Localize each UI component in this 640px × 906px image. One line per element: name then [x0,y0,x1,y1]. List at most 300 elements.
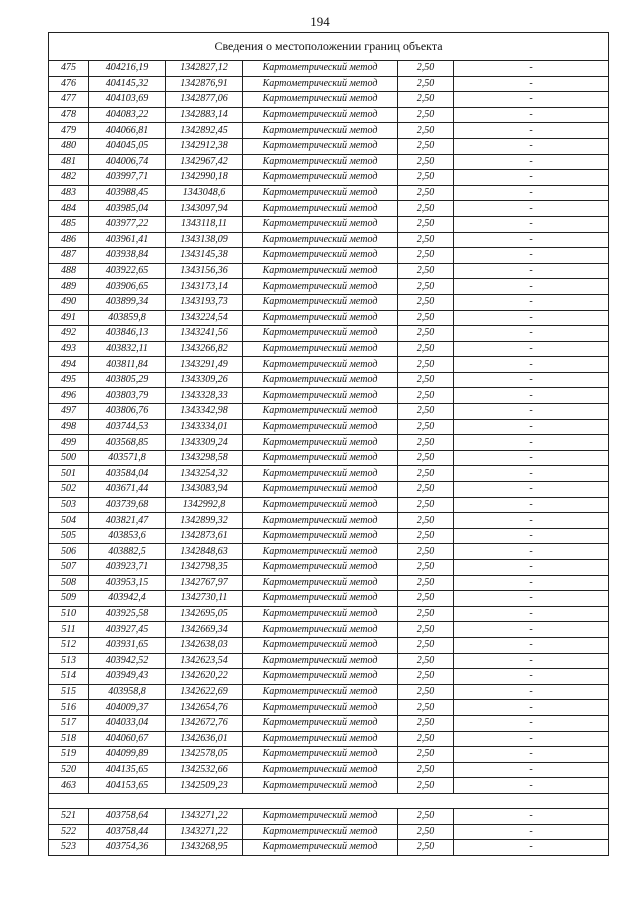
method-cell: Картометрический метод [243,435,398,451]
x-coordinate-cell: 403922,65 [89,263,166,279]
x-coordinate-cell: 403859,8 [89,310,166,326]
table-row [49,544,609,560]
description-cell: - [454,762,609,778]
table-row [49,700,609,716]
accuracy-cell: 2,50 [398,310,454,326]
description-cell: - [454,700,609,716]
table-row [49,731,609,747]
y-coordinate-cell: 1343309,24 [166,435,243,451]
x-coordinate-cell: 404066,81 [89,123,166,139]
point-number-cell: 505 [49,528,89,544]
description-cell: - [454,248,609,264]
description-cell: - [454,450,609,466]
point-number-cell: 516 [49,700,89,716]
x-coordinate-cell: 403744,53 [89,419,166,435]
method-cell: Картометрический метод [243,575,398,591]
table-title-row [49,33,609,61]
y-coordinate-cell: 1343334,01 [166,419,243,435]
y-coordinate-cell: 1342877,06 [166,92,243,108]
point-number-cell: 501 [49,466,89,482]
description-cell: - [454,591,609,607]
table-row [49,326,609,342]
x-coordinate-cell: 403985,04 [89,201,166,217]
y-coordinate-cell: 1342695,05 [166,606,243,622]
method-cell: Картометрический метод [243,154,398,170]
y-coordinate-cell: 1343138,09 [166,232,243,248]
accuracy-cell: 2,50 [398,61,454,77]
y-coordinate-cell: 1343328,33 [166,388,243,404]
x-coordinate-cell: 403853,6 [89,528,166,544]
table-row [49,154,609,170]
table-row [49,107,609,123]
boundary-coordinates-table [48,32,609,856]
y-coordinate-cell: 1343271,22 [166,808,243,824]
y-coordinate-cell: 1343083,94 [166,482,243,498]
method-cell: Картометрический метод [243,123,398,139]
x-coordinate-cell: 403806,76 [89,404,166,420]
description-cell: - [454,154,609,170]
method-cell: Картометрический метод [243,778,398,794]
description-cell: - [454,294,609,310]
table-row [49,684,609,700]
accuracy-cell: 2,50 [398,326,454,342]
point-number-cell: 515 [49,684,89,700]
x-coordinate-cell: 403942,52 [89,653,166,669]
table-row [49,669,609,685]
table-row [49,404,609,420]
y-coordinate-cell: 1342578,05 [166,747,243,763]
point-number-cell: 503 [49,497,89,513]
description-cell: - [454,404,609,420]
x-coordinate-cell: 404135,65 [89,762,166,778]
point-number-cell: 495 [49,372,89,388]
x-coordinate-cell: 403754,36 [89,840,166,856]
y-coordinate-cell: 1343309,26 [166,372,243,388]
method-cell: Картометрический метод [243,466,398,482]
y-coordinate-cell: 1342892,45 [166,123,243,139]
method-cell: Картометрический метод [243,637,398,653]
accuracy-cell: 2,50 [398,637,454,653]
gap-cell [49,793,609,808]
y-coordinate-cell: 1342669,34 [166,622,243,638]
accuracy-cell: 2,50 [398,497,454,513]
description-cell: - [454,123,609,139]
y-coordinate-cell: 1342848,63 [166,544,243,560]
y-coordinate-cell: 1343048,6 [166,185,243,201]
method-cell: Картометрический метод [243,341,398,357]
point-number-cell: 476 [49,76,89,92]
point-number-cell: 480 [49,138,89,154]
table-row [49,279,609,295]
method-cell: Картометрический метод [243,404,398,420]
y-coordinate-cell: 1342827,12 [166,61,243,77]
accuracy-cell: 2,50 [398,435,454,451]
table-row [49,248,609,264]
table-row [49,778,609,794]
description-cell: - [454,606,609,622]
table-row [49,808,609,824]
table-row [49,341,609,357]
method-cell: Картометрический метод [243,669,398,685]
table-row [49,653,609,669]
description-cell: - [454,185,609,201]
description-cell: - [454,341,609,357]
accuracy-cell: 2,50 [398,216,454,232]
table-row [49,216,609,232]
table-row [49,61,609,77]
accuracy-cell: 2,50 [398,123,454,139]
accuracy-cell: 2,50 [398,700,454,716]
description-cell: - [454,107,609,123]
x-coordinate-cell: 403927,45 [89,622,166,638]
method-cell: Картометрический метод [243,138,398,154]
x-coordinate-cell: 404103,69 [89,92,166,108]
accuracy-cell: 2,50 [398,201,454,217]
point-number-cell: 485 [49,216,89,232]
method-cell: Картометрический метод [243,622,398,638]
description-cell: - [454,731,609,747]
table-row [49,762,609,778]
y-coordinate-cell: 1342767,97 [166,575,243,591]
y-coordinate-cell: 1343254,32 [166,466,243,482]
table-row [49,372,609,388]
description-cell: - [454,419,609,435]
description-cell: - [454,326,609,342]
description-cell: - [454,76,609,92]
description-cell: - [454,684,609,700]
point-number-cell: 514 [49,669,89,685]
description-cell: - [454,778,609,794]
accuracy-cell: 2,50 [398,357,454,373]
method-cell: Картометрический метод [243,326,398,342]
y-coordinate-cell: 1343291,49 [166,357,243,373]
accuracy-cell: 2,50 [398,560,454,576]
y-coordinate-cell: 1342883,14 [166,107,243,123]
y-coordinate-cell: 1343193,73 [166,294,243,310]
method-cell: Картометрический метод [243,61,398,77]
y-coordinate-cell: 1342899,32 [166,513,243,529]
point-number-cell: 522 [49,824,89,840]
y-coordinate-cell: 1343266,82 [166,341,243,357]
point-number-cell: 488 [49,263,89,279]
x-coordinate-cell: 403988,45 [89,185,166,201]
method-cell: Картометрический метод [243,279,398,295]
x-coordinate-cell: 404009,37 [89,700,166,716]
table-row [49,637,609,653]
method-cell: Картометрический метод [243,263,398,279]
x-coordinate-cell: 403938,84 [89,248,166,264]
accuracy-cell: 2,50 [398,824,454,840]
table-row [49,310,609,326]
y-coordinate-cell: 1342990,18 [166,170,243,186]
table-row [49,482,609,498]
method-cell: Картометрический метод [243,76,398,92]
method-cell: Картометрический метод [243,653,398,669]
y-coordinate-cell: 1342509,23 [166,778,243,794]
description-cell: - [454,497,609,513]
point-number-cell: 479 [49,123,89,139]
table-row [49,294,609,310]
x-coordinate-cell: 403739,68 [89,497,166,513]
accuracy-cell: 2,50 [398,684,454,700]
y-coordinate-cell: 1342798,35 [166,560,243,576]
table-row [49,419,609,435]
point-number-cell: 497 [49,404,89,420]
point-number-cell: 483 [49,185,89,201]
table-row [49,263,609,279]
accuracy-cell: 2,50 [398,294,454,310]
y-coordinate-cell: 1342672,76 [166,715,243,731]
table-row [49,622,609,638]
table-row [49,357,609,373]
method-cell: Картометрический метод [243,560,398,576]
point-number-cell: 487 [49,248,89,264]
point-number-cell: 511 [49,622,89,638]
y-coordinate-cell: 1343268,95 [166,840,243,856]
point-number-cell: 504 [49,513,89,529]
x-coordinate-cell: 403584,04 [89,466,166,482]
accuracy-cell: 2,50 [398,92,454,108]
point-number-cell: 489 [49,279,89,295]
accuracy-cell: 2,50 [398,388,454,404]
method-cell: Картометрический метод [243,840,398,856]
accuracy-cell: 2,50 [398,840,454,856]
point-number-cell: 498 [49,419,89,435]
method-cell: Картометрический метод [243,762,398,778]
y-coordinate-cell: 1343298,58 [166,450,243,466]
table-row [49,466,609,482]
table-row [49,606,609,622]
point-number-cell: 506 [49,544,89,560]
point-number-cell: 496 [49,388,89,404]
description-cell: - [454,513,609,529]
method-cell: Картометрический метод [243,107,398,123]
accuracy-cell: 2,50 [398,591,454,607]
x-coordinate-cell: 403882,5 [89,544,166,560]
point-number-cell: 492 [49,326,89,342]
accuracy-cell: 2,50 [398,466,454,482]
table-row [49,138,609,154]
description-cell: - [454,92,609,108]
method-cell: Картометрический метод [243,419,398,435]
description-cell: - [454,528,609,544]
y-coordinate-cell: 1342623,54 [166,653,243,669]
description-cell: - [454,482,609,498]
y-coordinate-cell: 1342654,76 [166,700,243,716]
description-cell: - [454,357,609,373]
accuracy-cell: 2,50 [398,762,454,778]
accuracy-cell: 2,50 [398,263,454,279]
method-cell: Картометрический метод [243,715,398,731]
table-row [49,185,609,201]
description-cell: - [454,216,609,232]
method-cell: Картометрический метод [243,591,398,607]
y-coordinate-cell: 1343342,98 [166,404,243,420]
table-title: Сведения о местоположении границ объекта [49,33,609,61]
y-coordinate-cell: 1342532,66 [166,762,243,778]
y-coordinate-cell: 1342873,61 [166,528,243,544]
method-cell: Картометрический метод [243,201,398,217]
accuracy-cell: 2,50 [398,450,454,466]
x-coordinate-cell: 404099,89 [89,747,166,763]
method-cell: Картометрический метод [243,248,398,264]
table-row [49,76,609,92]
x-coordinate-cell: 403832,11 [89,341,166,357]
point-number-cell: 512 [49,637,89,653]
x-coordinate-cell: 403803,79 [89,388,166,404]
description-cell: - [454,560,609,576]
table-row [49,560,609,576]
table-row [49,388,609,404]
table-row [49,232,609,248]
x-coordinate-cell: 403571,8 [89,450,166,466]
accuracy-cell: 2,50 [398,170,454,186]
description-cell: - [454,715,609,731]
accuracy-cell: 2,50 [398,715,454,731]
description-cell: - [454,372,609,388]
table-row [49,513,609,529]
x-coordinate-cell: 403923,71 [89,560,166,576]
description-cell: - [454,544,609,560]
accuracy-cell: 2,50 [398,606,454,622]
description-cell: - [454,170,609,186]
y-coordinate-cell: 1342876,91 [166,76,243,92]
page-number: 194 [310,14,330,29]
point-number-cell: 519 [49,747,89,763]
point-number-cell: 508 [49,575,89,591]
accuracy-cell: 2,50 [398,154,454,170]
accuracy-cell: 2,50 [398,482,454,498]
description-cell: - [454,747,609,763]
method-cell: Картометрический метод [243,747,398,763]
table-row [49,450,609,466]
point-number-cell: 486 [49,232,89,248]
x-coordinate-cell: 404216,19 [89,61,166,77]
y-coordinate-cell: 1342622,69 [166,684,243,700]
description-cell: - [454,466,609,482]
description-cell: - [454,388,609,404]
x-coordinate-cell: 403811,84 [89,357,166,373]
method-cell: Картометрический метод [243,388,398,404]
x-coordinate-cell: 403961,41 [89,232,166,248]
method-cell: Картометрический метод [243,731,398,747]
x-coordinate-cell: 403899,34 [89,294,166,310]
method-cell: Картометрический метод [243,497,398,513]
method-cell: Картометрический метод [243,544,398,560]
method-cell: Картометрический метод [243,185,398,201]
x-coordinate-cell: 403977,22 [89,216,166,232]
accuracy-cell: 2,50 [398,107,454,123]
point-number-cell: 494 [49,357,89,373]
y-coordinate-cell: 1342620,22 [166,669,243,685]
x-coordinate-cell: 403671,44 [89,482,166,498]
point-number-cell: 517 [49,715,89,731]
accuracy-cell: 2,50 [398,372,454,388]
x-coordinate-cell: 403846,13 [89,326,166,342]
x-coordinate-cell: 403958,8 [89,684,166,700]
table-row [49,575,609,591]
point-number-cell: 477 [49,92,89,108]
description-cell: - [454,61,609,77]
point-number-cell: 478 [49,107,89,123]
x-coordinate-cell: 404153,65 [89,778,166,794]
accuracy-cell: 2,50 [398,731,454,747]
description-cell: - [454,138,609,154]
point-number-cell: 518 [49,731,89,747]
point-number-cell: 481 [49,154,89,170]
table-row [49,435,609,451]
method-cell: Картометрический метод [243,232,398,248]
method-cell: Картометрический метод [243,684,398,700]
description-cell: - [454,279,609,295]
y-coordinate-cell: 1343241,56 [166,326,243,342]
accuracy-cell: 2,50 [398,404,454,420]
accuracy-cell: 2,50 [398,232,454,248]
table-row [49,824,609,840]
description-cell: - [454,310,609,326]
x-coordinate-cell: 404006,74 [89,154,166,170]
accuracy-cell: 2,50 [398,653,454,669]
y-coordinate-cell: 1343118,11 [166,216,243,232]
x-coordinate-cell: 403931,65 [89,637,166,653]
table-row [49,497,609,513]
y-coordinate-cell: 1343224,54 [166,310,243,326]
method-cell: Картометрический метод [243,294,398,310]
y-coordinate-cell: 1343271,22 [166,824,243,840]
point-number-cell: 493 [49,341,89,357]
point-number-cell: 463 [49,778,89,794]
accuracy-cell: 2,50 [398,778,454,794]
method-cell: Картометрический метод [243,357,398,373]
accuracy-cell: 2,50 [398,544,454,560]
x-coordinate-cell: 404033,04 [89,715,166,731]
y-coordinate-cell: 1343145,38 [166,248,243,264]
description-cell: - [454,637,609,653]
method-cell: Картометрический метод [243,92,398,108]
method-cell: Картометрический метод [243,450,398,466]
description-cell: - [454,232,609,248]
method-cell: Картометрический метод [243,606,398,622]
x-coordinate-cell: 403953,15 [89,575,166,591]
accuracy-cell: 2,50 [398,185,454,201]
point-number-cell: 482 [49,170,89,186]
table-gap-row [49,793,609,808]
point-number-cell: 521 [49,808,89,824]
x-coordinate-cell: 404145,32 [89,76,166,92]
table-row [49,201,609,217]
table-row [49,840,609,856]
accuracy-cell: 2,50 [398,248,454,264]
x-coordinate-cell: 403805,29 [89,372,166,388]
y-coordinate-cell: 1342912,38 [166,138,243,154]
accuracy-cell: 2,50 [398,669,454,685]
table-row [49,528,609,544]
y-coordinate-cell: 1342636,01 [166,731,243,747]
description-cell: - [454,808,609,824]
y-coordinate-cell: 1343097,94 [166,201,243,217]
point-number-cell: 499 [49,435,89,451]
accuracy-cell: 2,50 [398,138,454,154]
table-row [49,170,609,186]
x-coordinate-cell: 403942,4 [89,591,166,607]
point-number-cell: 475 [49,61,89,77]
method-cell: Картометрический метод [243,528,398,544]
description-cell: - [454,263,609,279]
x-coordinate-cell: 403906,65 [89,279,166,295]
accuracy-cell: 2,50 [398,808,454,824]
y-coordinate-cell: 1343173,14 [166,279,243,295]
point-number-cell: 507 [49,560,89,576]
